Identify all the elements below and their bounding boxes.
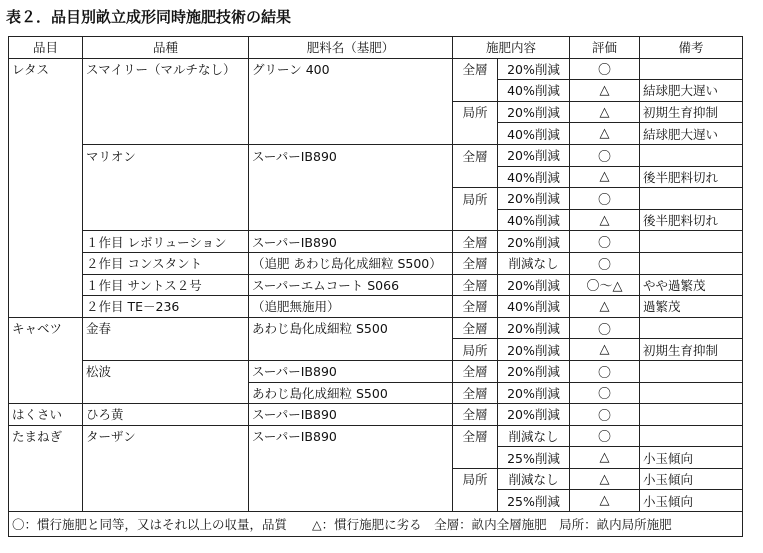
location-cell (453, 166, 498, 188)
header-row (9, 37, 743, 59)
evaluation-cell: 〇 (570, 231, 640, 253)
reduction-cell: 20%削減 (498, 188, 570, 210)
table-row (9, 339, 743, 361)
variety-cell: １作目 レボリューション (83, 231, 249, 253)
fertilizer-cell (249, 80, 453, 102)
location-cell: 全層 (453, 231, 498, 253)
reduction-cell: 20%削減 (498, 101, 570, 123)
crop-cell (9, 447, 83, 469)
remark-cell: 後半肥料切れ (640, 209, 743, 231)
reduction-cell: 20%削減 (498, 404, 570, 426)
evaluation-cell: 〇 (570, 58, 640, 80)
crop-cell (9, 339, 83, 361)
location-cell (453, 123, 498, 145)
crop-cell (9, 274, 83, 296)
table-row (9, 468, 743, 490)
crop-cell: レタス (9, 58, 83, 80)
fertilizer-cell (249, 123, 453, 145)
location-cell (453, 447, 498, 469)
table-row (9, 58, 743, 80)
table-row (9, 123, 743, 145)
remark-cell (640, 144, 743, 166)
table-row (9, 360, 743, 382)
remark-cell: やや過繁茂 (640, 274, 743, 296)
header-evaluation: 評価 (570, 37, 640, 59)
fertilizer-cell: スーパーIB890 (249, 231, 453, 253)
table-row (9, 382, 743, 404)
location-cell: 局所 (453, 188, 498, 210)
reduction-cell: 40%削減 (498, 80, 570, 102)
location-cell: 全層 (453, 360, 498, 382)
crop-cell (9, 144, 83, 166)
remark-cell (640, 317, 743, 339)
evaluation-cell: △ (570, 339, 640, 361)
location-cell: 全層 (453, 274, 498, 296)
evaluation-cell: 〇 (570, 188, 640, 210)
fertilizer-cell (249, 166, 453, 188)
evaluation-cell: 〇 (570, 317, 640, 339)
variety-cell: ２作目 TE－236 (83, 296, 249, 318)
crop-cell: はくさい (9, 404, 83, 426)
evaluation-cell: △ (570, 101, 640, 123)
location-cell (453, 490, 498, 512)
evaluation-cell: △ (570, 468, 640, 490)
crop-cell (9, 101, 83, 123)
table-row (9, 188, 743, 210)
table-row (9, 101, 743, 123)
crop-cell (9, 468, 83, 490)
evaluation-cell: △ (570, 490, 640, 512)
reduction-cell: 20%削減 (498, 58, 570, 80)
variety-cell (83, 447, 249, 469)
table-row (9, 231, 743, 253)
remark-cell (640, 252, 743, 274)
location-cell: 全層 (453, 425, 498, 447)
location-cell: 局所 (453, 468, 498, 490)
table-row (9, 317, 743, 339)
reduction-cell: 40%削減 (498, 209, 570, 231)
evaluation-cell: △ (570, 447, 640, 469)
reduction-cell: 40%削減 (498, 123, 570, 145)
location-cell: 全層 (453, 144, 498, 166)
reduction-cell: 40%削減 (498, 166, 570, 188)
fertilizer-cell: スーパーIB890 (249, 404, 453, 426)
location-cell: 全層 (453, 252, 498, 274)
fertilizer-cell (249, 339, 453, 361)
location-cell (453, 209, 498, 231)
crop-cell (9, 188, 83, 210)
fertilizer-cell: スーパーIB890 (249, 144, 453, 166)
header-variety: 品種 (83, 37, 249, 59)
reduction-cell: 20%削減 (498, 144, 570, 166)
reduction-cell: 20%削減 (498, 231, 570, 253)
reduction-cell: 25%削減 (498, 490, 570, 512)
reduction-cell: 削減なし (498, 468, 570, 490)
evaluation-cell: △ (570, 296, 640, 318)
evaluation-cell: △ (570, 123, 640, 145)
fertilizer-cell: あわじ島化成細粒 S500 (249, 382, 453, 404)
variety-cell (83, 490, 249, 512)
table-row (9, 296, 743, 318)
variety-cell: ２作目 コンスタント (83, 252, 249, 274)
table-title: 表２．品目別畝立成形同時施肥技術の結果 (6, 8, 292, 26)
fertilizer-cell: スーパーIB890 (249, 360, 453, 382)
remark-cell: 後半肥料切れ (640, 166, 743, 188)
variety-cell (83, 166, 249, 188)
evaluation-cell: △ (570, 166, 640, 188)
variety-cell: ターザン (83, 425, 249, 447)
fertilizer-cell: スーパーエムコート S066 (249, 274, 453, 296)
table-row (9, 447, 743, 469)
header-crop: 品目 (9, 37, 83, 59)
variety-cell (83, 468, 249, 490)
crop-cell (9, 123, 83, 145)
remark-cell (640, 231, 743, 253)
reduction-cell: 20%削減 (498, 360, 570, 382)
remark-cell: 初期生育抑制 (640, 339, 743, 361)
header-remarks: 備考 (640, 37, 743, 59)
table-row (9, 166, 743, 188)
footnote-row (9, 512, 743, 537)
evaluation-cell: 〇 (570, 144, 640, 166)
reduction-cell: 20%削減 (498, 382, 570, 404)
header-application: 施肥内容 (453, 37, 570, 59)
reduction-cell: 削減なし (498, 425, 570, 447)
fertilizer-cell (249, 468, 453, 490)
fertilizer-cell (249, 447, 453, 469)
variety-cell: 金春 (83, 317, 249, 339)
table-row (9, 274, 743, 296)
variety-cell: 松波 (83, 360, 249, 382)
crop-cell (9, 209, 83, 231)
remark-cell (640, 425, 743, 447)
evaluation-cell: 〇～△ (570, 274, 640, 296)
evaluation-cell: 〇 (570, 382, 640, 404)
table-row (9, 209, 743, 231)
table-row (9, 252, 743, 274)
fertilizer-cell (249, 188, 453, 210)
remark-cell: 初期生育抑制 (640, 101, 743, 123)
variety-cell: ひろ黄 (83, 404, 249, 426)
evaluation-cell: 〇 (570, 252, 640, 274)
header-fertilizer: 肥料名（基肥） (249, 37, 453, 59)
variety-cell (83, 382, 249, 404)
footnote: 〇：慣行施肥と同等，又はそれ以上の収量，品質 △：慣行施肥に劣る 全層：畝内全層施肥 局所：畝内局所施肥 (9, 512, 743, 537)
crop-cell (9, 490, 83, 512)
location-cell (453, 80, 498, 102)
evaluation-cell: 〇 (570, 360, 640, 382)
variety-cell (83, 339, 249, 361)
crop-cell: たまねぎ (9, 425, 83, 447)
remark-cell: 小玉傾向 (640, 490, 743, 512)
results-table (8, 36, 743, 537)
crop-cell (9, 360, 83, 382)
evaluation-cell: △ (570, 80, 640, 102)
fertilizer-cell (249, 209, 453, 231)
variety-cell (83, 209, 249, 231)
crop-cell (9, 252, 83, 274)
remark-cell: 結球肥大遅い (640, 80, 743, 102)
reduction-cell: 20%削減 (498, 317, 570, 339)
location-cell: 全層 (453, 296, 498, 318)
crop-cell (9, 231, 83, 253)
evaluation-cell: △ (570, 209, 640, 231)
remark-cell (640, 58, 743, 80)
remark-cell: 小玉傾向 (640, 468, 743, 490)
reduction-cell: 20%削減 (498, 339, 570, 361)
fertilizer-cell: スーパーIB890 (249, 425, 453, 447)
location-cell: 局所 (453, 339, 498, 361)
fertilizer-cell: （追肥 あわじ島化成細粒 S500） (249, 252, 453, 274)
remark-cell: 結球肥大遅い (640, 123, 743, 145)
fertilizer-cell: （追肥無施用） (249, 296, 453, 318)
table-row (9, 490, 743, 512)
evaluation-cell: 〇 (570, 425, 640, 447)
variety-cell (83, 188, 249, 210)
reduction-cell: 40%削減 (498, 296, 570, 318)
fertilizer-cell: グリーン 400 (249, 58, 453, 80)
variety-cell (83, 80, 249, 102)
remark-cell (640, 188, 743, 210)
remark-cell (640, 360, 743, 382)
location-cell: 全層 (453, 58, 498, 80)
table-row (9, 80, 743, 102)
table-row (9, 425, 743, 447)
location-cell: 局所 (453, 101, 498, 123)
crop-cell (9, 296, 83, 318)
crop-cell (9, 80, 83, 102)
variety-cell: スマイリー（マルチなし） (83, 58, 249, 80)
reduction-cell: 削減なし (498, 252, 570, 274)
reduction-cell: 25%削減 (498, 447, 570, 469)
evaluation-cell: 〇 (570, 404, 640, 426)
reduction-cell: 20%削減 (498, 274, 570, 296)
remark-cell: 過繁茂 (640, 296, 743, 318)
fertilizer-cell (249, 490, 453, 512)
remark-cell: 小玉傾向 (640, 447, 743, 469)
remark-cell (640, 404, 743, 426)
table-row (9, 144, 743, 166)
fertilizer-cell (249, 101, 453, 123)
table-row (9, 404, 743, 426)
variety-cell (83, 123, 249, 145)
crop-cell (9, 166, 83, 188)
variety-cell: １作目 サントス２号 (83, 274, 249, 296)
remark-cell (640, 382, 743, 404)
crop-cell (9, 382, 83, 404)
variety-cell: マリオン (83, 144, 249, 166)
variety-cell (83, 101, 249, 123)
crop-cell: キャベツ (9, 317, 83, 339)
location-cell: 全層 (453, 404, 498, 426)
fertilizer-cell: あわじ島化成細粒 S500 (249, 317, 453, 339)
location-cell: 全層 (453, 382, 498, 404)
location-cell: 全層 (453, 317, 498, 339)
